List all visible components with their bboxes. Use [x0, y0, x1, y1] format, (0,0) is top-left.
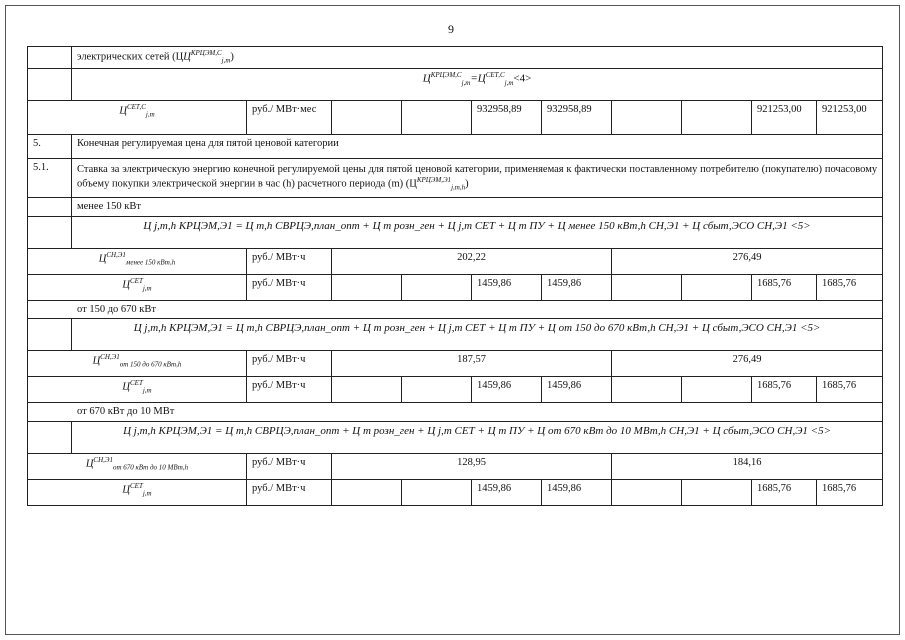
- unit-cell: руб./ МВт·ч: [247, 453, 332, 479]
- value-cell: 1459,86: [472, 479, 542, 505]
- formula: $Ц^{КРЦЭМ,С}_{j,m}=Ц^{СЕТ,С}_{j,m}<4>$: [72, 68, 883, 100]
- table-row: [28, 68, 883, 100]
- page-number: 9: [448, 22, 454, 36]
- value-cell: 1685,76: [817, 274, 883, 300]
- table-row: [28, 453, 883, 479]
- table-row: [28, 351, 883, 377]
- table-row: [28, 216, 883, 248]
- value-cell: 1459,86: [542, 377, 612, 403]
- unit-cell: руб./ МВт·ч: [247, 248, 332, 274]
- table-row: [28, 319, 883, 351]
- row-title: электрических сетей $(ЦЦ^{КРЦЭМ,С}_{j,m})$: [72, 47, 883, 69]
- formula: Ц j,m,h КРЦЭМ,Э1 = Ц m,h СВРЦЭ,план_опт + Ц m розн_ген + Ц j,m СЕТ + Ц m ПУ + Ц менее 150 кВт,h СН,Э1 + Ц сбыт,ЭСО СН,Э1 <5>: [72, 216, 883, 248]
- num-cell: [28, 319, 72, 351]
- value-cell: 276,49: [612, 351, 883, 377]
- table-row: [28, 100, 883, 134]
- unit-cell: руб./ МВт·мес: [247, 100, 332, 134]
- table-row: [28, 47, 883, 69]
- symbol-cell: $Ц^{СЕТ}_{j,m}$: [28, 479, 247, 505]
- num-cell: [28, 68, 72, 100]
- value-cell: 932958,89: [472, 100, 542, 134]
- symbol-cell: $Ц^{СЕТ}_{j,m}$: [28, 274, 247, 300]
- table-row: [28, 274, 883, 300]
- section-title: Конечная регулируемая цена для пятой ценовой категории: [72, 134, 883, 158]
- value-cell: 1459,86: [472, 377, 542, 403]
- symbol-cell: $Ц^{СН,Э1}_{от 670 кВт до 10 МВт,h}$: [28, 453, 247, 479]
- table-row: [28, 158, 883, 197]
- value-cell: 128,95: [332, 453, 612, 479]
- value-cell: 1459,86: [542, 274, 612, 300]
- table-row: [28, 403, 883, 422]
- value-cell: 202,22: [332, 248, 612, 274]
- table-row: [28, 479, 883, 505]
- tariff-table: [27, 46, 883, 506]
- value-cell: 1685,76: [752, 479, 817, 505]
- table-row: [28, 134, 883, 158]
- value-cell: 1459,86: [542, 479, 612, 505]
- subsection-title: менее 150 кВт: [72, 198, 883, 217]
- table-row: [28, 198, 883, 217]
- value-cell: 1459,86: [472, 274, 542, 300]
- value-cell: 1685,76: [752, 274, 817, 300]
- unit-cell: руб./ МВт·ч: [247, 351, 332, 377]
- unit-cell: руб./ МВт·ч: [247, 479, 332, 505]
- formula: Ц j,m,h КРЦЭМ,Э1 = Ц m,h СВРЦЭ,план_опт + Ц m розн_ген + Ц j,m СЕТ + Ц m ПУ + Ц от 150 до 670 кВт,h СН,Э1 + Ц сбыт,ЭСО СН,Э1 <5>: [72, 319, 883, 351]
- value-cell: 1685,76: [752, 377, 817, 403]
- symbol-cell: $Ц^{СЕТ,С}_{j,m}$: [28, 100, 247, 134]
- section-number: 5.: [28, 134, 72, 158]
- value-cell: 1685,76: [817, 479, 883, 505]
- num-cell: [28, 421, 72, 453]
- unit-cell: руб./ МВт·ч: [247, 377, 332, 403]
- table-row: [28, 377, 883, 403]
- table-row: [28, 248, 883, 274]
- value-cell: 184,16: [612, 453, 883, 479]
- num-cell: [28, 216, 72, 248]
- symbol-cell: $Ц^{СЕТ}_{j,m}$: [28, 377, 247, 403]
- formula: Ц j,m,h КРЦЭМ,Э1 = Ц m,h СВРЦЭ,план_опт + Ц m розн_ген + Ц j,m СЕТ + Ц m ПУ + Ц от 670 кВт до 10 МВт,h СН,Э1 + Ц сбыт,ЭСО СН,Э1 <5>: [72, 421, 883, 453]
- section-number: 5.1.: [28, 158, 72, 197]
- value-cell: 276,49: [612, 248, 883, 274]
- value-cell: 921253,00: [752, 100, 817, 134]
- table-row: [28, 421, 883, 453]
- num-cell: [28, 47, 72, 69]
- table-row: [28, 300, 883, 319]
- symbol-cell: $Ц^{СН,Э1}_{менее 150 кВт,h}$: [28, 248, 247, 274]
- section-text: Ставка за электрическую энергию конечной регулируемой цены для пятой ценовой категории, применяемая к фактически поставленному потребителю (покупателю) почасовому объему покупки электрической энергии в час (h) расчетного периода (m) $(Ц^{КРЦЭМ,Э1}_{j,m,h})$: [72, 158, 883, 197]
- symbol-cell: $Ц^{СН,Э1}_{от 150 до 670 кВт,h}$: [28, 351, 247, 377]
- unit-cell: руб./ МВт·ч: [247, 274, 332, 300]
- num-cell: [28, 198, 72, 217]
- value-cell: 921253,00: [817, 100, 883, 134]
- value-cell: 932958,89: [542, 100, 612, 134]
- subsection-title: от 150 до 670 кВт: [28, 300, 883, 319]
- value-cell: 187,57: [332, 351, 612, 377]
- value-cell: 1685,76: [817, 377, 883, 403]
- subsection-title: от 670 кВт до 10 МВт: [28, 403, 883, 422]
